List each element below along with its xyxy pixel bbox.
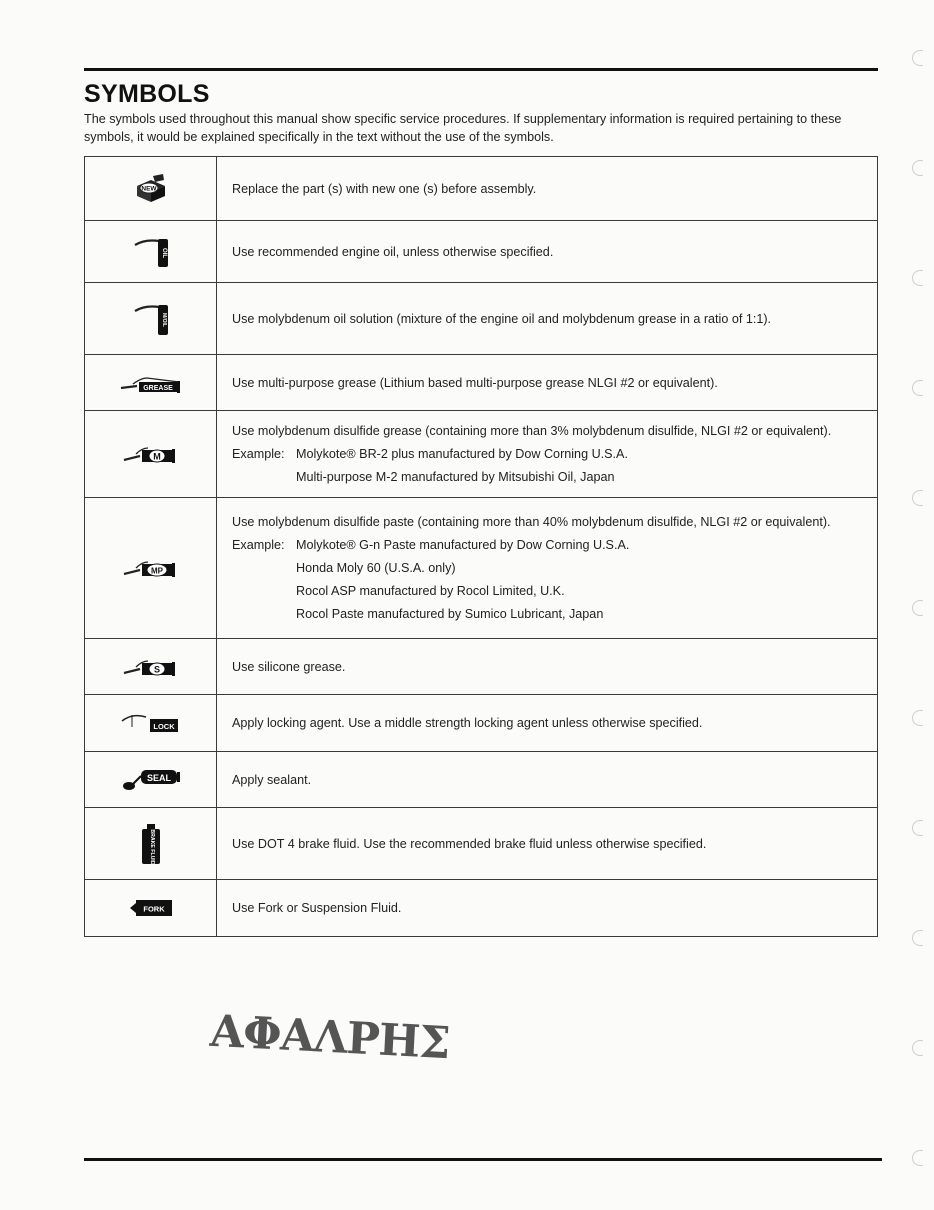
molybdenum-paste-icon <box>122 556 180 580</box>
fork-fluid-icon <box>128 897 174 919</box>
description-cell <box>217 221 878 283</box>
icon-label: M/OIL <box>160 312 167 327</box>
icon-label: M <box>152 451 161 462</box>
punch-hole <box>912 1040 923 1056</box>
icon-label: BRAKE FLUID <box>148 828 155 865</box>
icon-cell <box>85 639 217 695</box>
table-row <box>85 639 878 695</box>
icon-cell <box>85 157 217 221</box>
punch-hole <box>912 1150 923 1166</box>
grease-icon <box>119 372 183 394</box>
punch-hole <box>912 600 923 616</box>
table-row <box>85 695 878 752</box>
icon-cell <box>85 695 217 752</box>
example-item: Rocol ASP manufactured by Rocol Limited, U.K. <box>296 584 565 598</box>
table-row <box>85 752 878 808</box>
icon-label: LOCK <box>152 722 175 731</box>
row-text: Replace the part (s) with new one (s) before assembly. <box>232 181 537 196</box>
table-row <box>85 355 878 411</box>
example-item: Molykote® G-n Paste manufactured by Dow Corning U.S.A. <box>296 538 630 552</box>
description-cell <box>217 283 878 355</box>
icon-cell <box>85 808 217 880</box>
icon-cell <box>85 498 217 639</box>
example-label: Example: <box>232 538 285 552</box>
description-cell <box>217 695 878 752</box>
example-line <box>232 445 863 463</box>
punch-hole <box>912 270 923 286</box>
row-text: Use DOT 4 brake fluid. Use the recommended brake fluid unless otherwise specified. <box>232 836 707 851</box>
description-cell <box>217 498 878 639</box>
punch-hole <box>912 930 923 946</box>
icon-label: FORK <box>142 904 165 914</box>
row-text: Use molybdenum oil solution (mixture of the engine oil and molybdenum grease in a ratio of 1:1). <box>232 311 772 326</box>
example-item: Molykote® BR-2 plus manufactured by Dow Corning U.S.A. <box>296 447 628 461</box>
molybdenum-oil-icon <box>131 301 171 337</box>
punch-hole <box>912 490 923 506</box>
symbols-table <box>84 156 878 937</box>
description-cell <box>217 157 878 221</box>
table-row <box>85 498 878 639</box>
icon-label: NEW <box>140 185 157 192</box>
example-item: Multi-purpose M-2 manufactured by Mitsubishi Oil, Japan <box>296 470 615 484</box>
description-cell <box>217 355 878 411</box>
example-item: Honda Moly 60 (U.S.A. only) <box>296 561 456 575</box>
icon-cell <box>85 880 217 937</box>
page-title: SYMBOLS <box>84 80 210 108</box>
row-text: Apply sealant. <box>232 772 312 787</box>
icon-cell <box>85 221 217 283</box>
punch-hole <box>912 160 923 176</box>
description-cell <box>217 880 878 937</box>
example-item: Rocol Paste manufactured by Sumico Lubricant, Japan <box>296 607 604 621</box>
example-label: Example: <box>232 447 285 461</box>
table-row <box>85 221 878 283</box>
sealant-icon <box>119 766 183 794</box>
icon-label: SEAL <box>146 772 171 783</box>
bottom-rule <box>84 1158 882 1161</box>
brake-fluid-icon <box>139 823 163 865</box>
icon-cell <box>85 752 217 808</box>
row-text: Apply locking agent. Use a middle strength locking agent unless otherwise specified. <box>232 716 703 730</box>
description-cell <box>217 639 878 695</box>
table-row <box>85 880 878 937</box>
punch-hole <box>912 820 923 836</box>
row-text: Use silicone grease. <box>232 659 346 674</box>
engine-oil-icon <box>131 235 171 269</box>
row-text: Use Fork or Suspension Fluid. <box>232 901 402 915</box>
row-text: Use multi-purpose grease (Lithium based multi-purpose grease NLGI #2 or equivalent). <box>232 375 718 390</box>
table-row <box>85 411 878 498</box>
icon-label: MP <box>150 566 163 576</box>
row-text: Use recommended engine oil, unless otherwise specified. <box>232 244 554 259</box>
icon-label: OIL <box>160 247 167 258</box>
row-text: Use molybdenum disulfide paste (containing more than 40% molybdenum disulfide, NLGI #2 or equivalent). <box>232 515 831 529</box>
icon-cell <box>85 355 217 411</box>
table-row <box>85 808 878 880</box>
table-row <box>85 283 878 355</box>
punch-hole <box>912 380 923 396</box>
top-rule <box>84 68 878 71</box>
locking-agent-icon <box>120 711 182 735</box>
row-text: Use molybdenum disulfide grease (containing more than 3% molybdenum disulfide, NLGI #2 or equivalent). <box>232 424 832 438</box>
icon-label: GREASE <box>142 384 173 392</box>
example-line <box>232 536 863 554</box>
silicone-grease-icon <box>122 655 180 679</box>
handwritten-signature: ΑΦΑΛΡΗΣ <box>208 1005 451 1070</box>
table-row <box>85 157 878 221</box>
intro-paragraph: The symbols used throughout this manual show specific service procedures. If supplementary information is required pertaining to these symbols, it would be explained specifically in the text without the use of the symbols. <box>84 112 842 144</box>
icon-label: S <box>153 664 160 674</box>
punch-hole <box>912 50 923 66</box>
icon-cell <box>85 411 217 498</box>
description-cell <box>217 808 878 880</box>
new-part-icon <box>133 172 169 206</box>
description-cell <box>217 752 878 808</box>
punch-hole <box>912 710 923 726</box>
molybdenum-grease-icon <box>122 442 180 466</box>
icon-cell <box>85 283 217 355</box>
description-cell <box>217 411 878 498</box>
